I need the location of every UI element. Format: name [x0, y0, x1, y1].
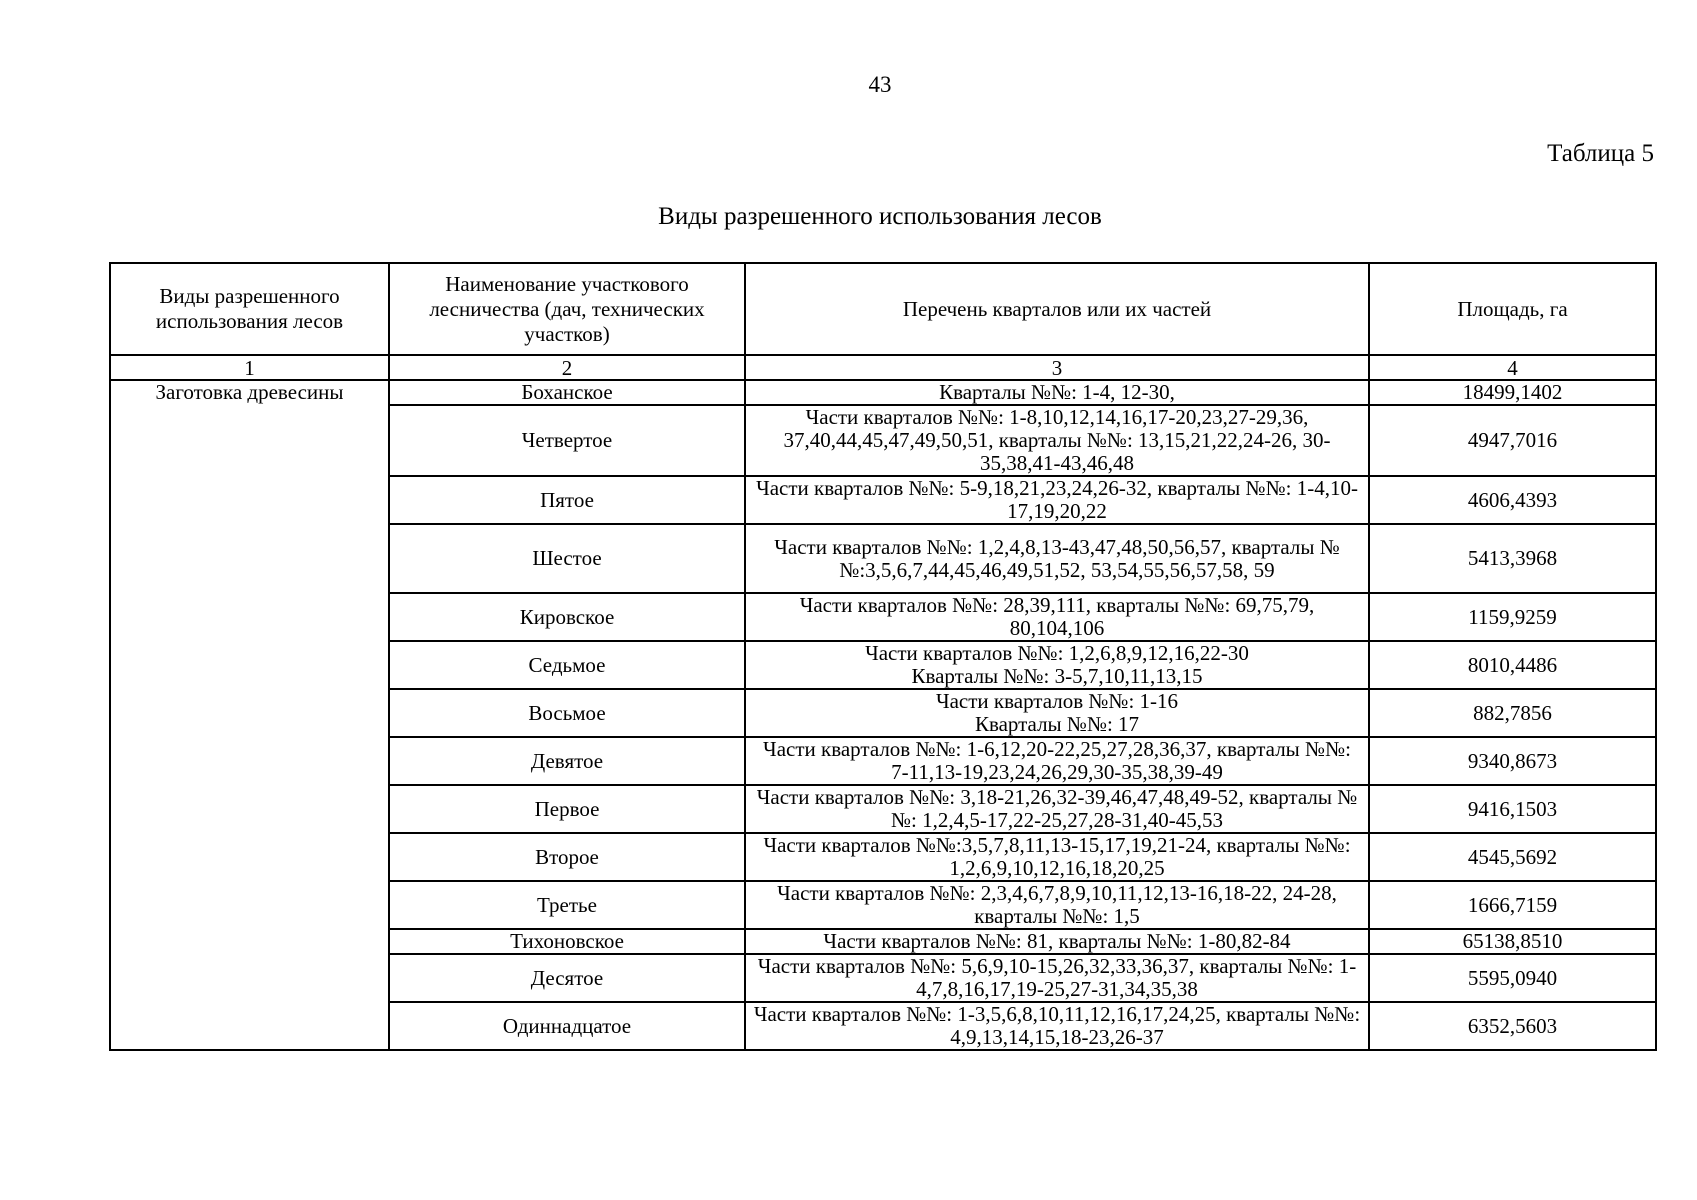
- quarters-cell: Части кварталов №№: 1-8,10,12,14,16,17-20,23,27-29,36, 37,40,44,45,47,49,50,51, кварталы №№: 13,15,21,22,24-26, 30-35,38,41-43,46,48: [745, 405, 1369, 476]
- header-row: [110, 263, 1656, 355]
- forestry-name-cell: Десятое: [389, 954, 745, 1002]
- forestry-name-cell: Вторoе: [389, 833, 745, 881]
- area-cell: 9340,8673: [1369, 737, 1656, 785]
- table-row: [110, 380, 1656, 405]
- column-number: 3: [745, 355, 1369, 380]
- usage-type-cell: Заготовка древесины: [110, 380, 389, 1050]
- column-number: 4: [1369, 355, 1656, 380]
- area-cell: 5595,0940: [1369, 954, 1656, 1002]
- area-cell: 4606,4393: [1369, 476, 1656, 524]
- forestry-name-cell: Боханское: [389, 380, 745, 405]
- quarters-cell: Части кварталов №№:3,5,7,8,11,13-15,17,19,21-24, кварталы №№: 1,2,6,9,10,12,16,18,20,25: [745, 833, 1369, 881]
- quarters-cell: Части кварталов №№: 2,3,4,6,7,8,9,10,11,12,13-16,18-22, 24-28, кварталы №№: 1,5: [745, 881, 1369, 929]
- quarters-cell: Части кварталов №№: 1-3,5,6,8,10,11,12,16,17,24,25, кварталы №№: 4,9,13,14,15,18-23,26-37: [745, 1002, 1369, 1050]
- forestry-name-cell: Одиннадцатое: [389, 1002, 745, 1050]
- forest-usage-table: [109, 262, 1657, 1051]
- area-cell: 9416,1503: [1369, 785, 1656, 833]
- forestry-name-cell: Пятое: [389, 476, 745, 524]
- header-forestry-name: Наименование участкового лесничества (дач, технических участков): [389, 263, 745, 355]
- forestry-name-cell: Третье: [389, 881, 745, 929]
- column-number: 1: [110, 355, 389, 380]
- header-quarters-list: Перечень кварталов или их частей: [745, 263, 1369, 355]
- area-cell: 6352,5603: [1369, 1002, 1656, 1050]
- quarters-cell: Части кварталов №№: 1-16 Кварталы №№: 17: [745, 689, 1369, 737]
- column-number-row: [110, 355, 1656, 380]
- table-label: Таблица 5: [1547, 140, 1654, 167]
- table-title: Виды разрешенного использования лесов: [658, 203, 1102, 230]
- quarters-cell: Кварталы №№: 1-4, 12-30,: [745, 380, 1369, 405]
- header-area: Площадь, га: [1369, 263, 1656, 355]
- forestry-name-cell: Кировское: [389, 593, 745, 641]
- forestry-name-cell: Восьмое: [389, 689, 745, 737]
- forestry-name-cell: Седьмое: [389, 641, 745, 689]
- area-cell: 18499,1402: [1369, 380, 1656, 405]
- forestry-name-cell: Тихоновское: [389, 929, 745, 954]
- header-usage-type: Виды разрешенного использования лесов: [110, 263, 389, 355]
- page-number: 43: [868, 72, 892, 97]
- quarters-cell: Части кварталов №№: 5-9,18,21,23,24,26-32, кварталы №№: 1-4,10-17,19,20,22: [745, 476, 1369, 524]
- area-cell: 1159,9259: [1369, 593, 1656, 641]
- area-cell: 4545,5692: [1369, 833, 1656, 881]
- quarters-cell: Части кварталов №№: 1-6,12,20-22,25,27,28,36,37, кварталы №№: 7-11,13-19,23,24,26,29,30-35,38,39-49: [745, 737, 1369, 785]
- area-cell: 65138,8510: [1369, 929, 1656, 954]
- area-cell: 4947,7016: [1369, 405, 1656, 476]
- area-cell: 5413,3968: [1369, 524, 1656, 593]
- quarters-cell: Части кварталов №№: 1,2,4,8,13-43,47,48,50,56,57, кварталы №№:3,5,6,7,44,45,46,49,51,52, 53,54,55,56,57,58, 59: [745, 524, 1369, 593]
- forestry-name-cell: Девятое: [389, 737, 745, 785]
- quarters-cell: Части кварталов №№: 5,6,9,10-15,26,32,33,36,37, кварталы №№: 1-4,7,8,16,17,19-25,27-31,34,35,38: [745, 954, 1369, 1002]
- quarters-cell: Части кварталов №№: 3,18-21,26,32-39,46,47,48,49-52, кварталы №№: 1,2,4,5-17,22-25,27,28-31,40-45,53: [745, 785, 1369, 833]
- quarters-cell: Части кварталов №№: 28,39,111, кварталы №№: 69,75,79, 80,104,106: [745, 593, 1369, 641]
- area-cell: 8010,4486: [1369, 641, 1656, 689]
- forestry-name-cell: Шестое: [389, 524, 745, 593]
- area-cell: 882,7856: [1369, 689, 1656, 737]
- column-number: 2: [389, 355, 745, 380]
- forestry-name-cell: Первое: [389, 785, 745, 833]
- area-cell: 1666,7159: [1369, 881, 1656, 929]
- quarters-cell: Части кварталов №№: 81, кварталы №№: 1-80,82-84: [745, 929, 1369, 954]
- forestry-name-cell: Четвертое: [389, 405, 745, 476]
- quarters-cell: Части кварталов №№: 1,2,6,8,9,12,16,22-30 Кварталы №№: 3-5,7,10,11,13,15: [745, 641, 1369, 689]
